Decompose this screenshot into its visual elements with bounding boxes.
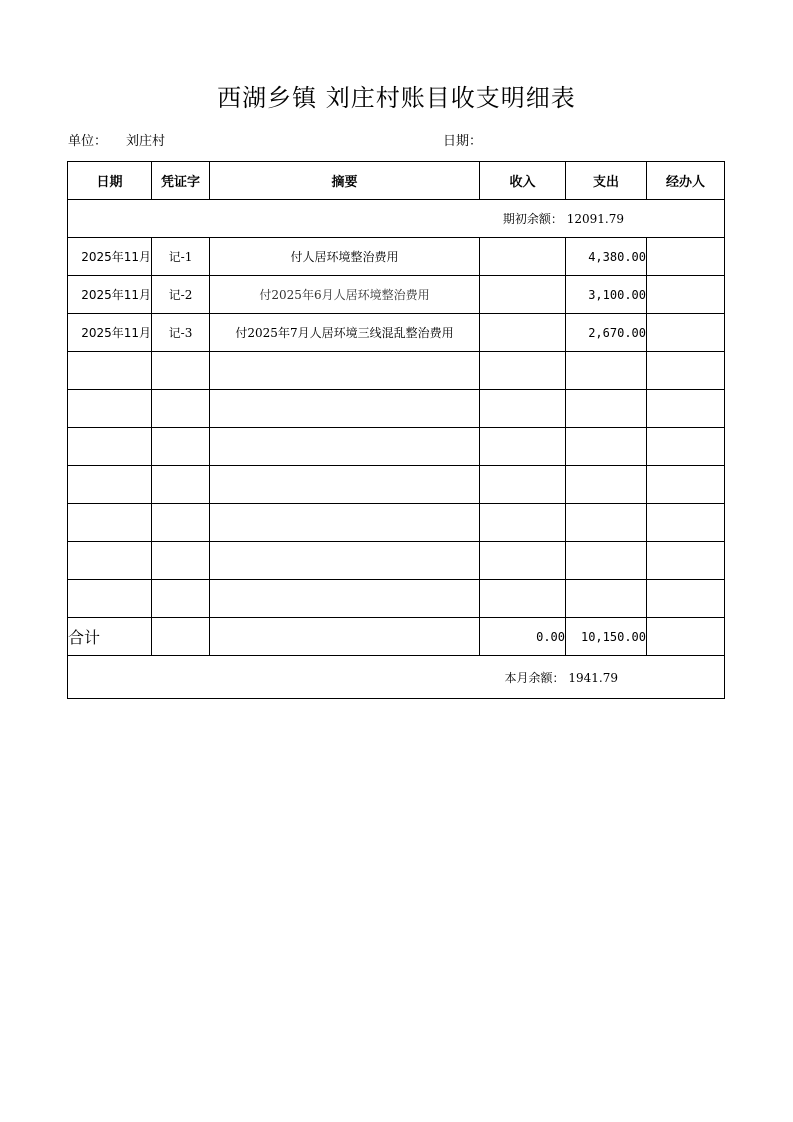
total-empty-cell [152, 618, 210, 656]
date-label: 日期： [443, 134, 483, 149]
total-label: 合计 [68, 618, 152, 656]
cell-date: 2025年11月 [68, 238, 152, 276]
cell-handler [647, 238, 725, 276]
cell-summary [210, 428, 480, 466]
cell-handler [647, 352, 725, 390]
table-row [68, 428, 725, 466]
cell-handler [647, 542, 725, 580]
table-row [68, 276, 725, 314]
cell-handler [647, 580, 725, 618]
cell-income [480, 314, 566, 352]
cell-expense: 3,100.00 [566, 276, 647, 314]
cell-date [68, 390, 152, 428]
cell-summary: 付人居环境整治费用 [210, 238, 480, 276]
cell-voucher: 记-3 [152, 314, 210, 352]
total-expense: 10,150.00 [566, 618, 647, 656]
cell-expense [566, 580, 647, 618]
cell-voucher [152, 352, 210, 390]
table-row [68, 504, 725, 542]
cell-handler [647, 314, 725, 352]
column-header-summary: 摘要 [210, 162, 480, 200]
cell-income [480, 352, 566, 390]
table-row [68, 580, 725, 618]
table-row [68, 466, 725, 504]
cell-summary [210, 390, 480, 428]
cell-summary: 付2025年7月人居环境三线混乱整治费用 [210, 314, 480, 352]
opening-balance: 期初余额： 12091.79 [68, 200, 725, 238]
column-header-date: 日期 [68, 162, 152, 200]
cell-summary [210, 504, 480, 542]
cell-expense [566, 504, 647, 542]
cell-handler [647, 276, 725, 314]
cell-date [68, 542, 152, 580]
table-row [68, 352, 725, 390]
cell-voucher: 记-1 [152, 238, 210, 276]
total-empty-cell [647, 618, 725, 656]
cell-handler [647, 504, 725, 542]
header-row [68, 162, 725, 200]
cell-date: 2025年11月 [68, 276, 152, 314]
page-title: 西湖乡镇 刘庄村账目收支明细表 [217, 84, 576, 112]
cell-date: 2025年11月 [68, 314, 152, 352]
cell-summary: 付2025年6月人居环境整治费用 [210, 276, 480, 314]
cell-income [480, 276, 566, 314]
cell-voucher [152, 428, 210, 466]
cell-income [480, 542, 566, 580]
cell-summary [210, 580, 480, 618]
cell-expense [566, 542, 647, 580]
cell-voucher [152, 466, 210, 504]
ledger-table [67, 161, 725, 699]
closing-balance: 本月余额： 1941.79 [68, 656, 725, 699]
cell-date [68, 428, 152, 466]
cell-date [68, 466, 152, 504]
cell-date [68, 352, 152, 390]
cell-summary [210, 466, 480, 504]
total-empty-cell [210, 618, 480, 656]
cell-date [68, 580, 152, 618]
cell-voucher: 记-2 [152, 276, 210, 314]
cell-voucher [152, 504, 210, 542]
cell-voucher [152, 390, 210, 428]
cell-summary [210, 542, 480, 580]
cell-income [480, 390, 566, 428]
cell-income [480, 466, 566, 504]
column-header-income: 收入 [480, 162, 566, 200]
total-row [68, 618, 725, 656]
cell-summary [210, 352, 480, 390]
column-header-handler: 经办人 [647, 162, 725, 200]
cell-expense: 2,670.00 [566, 314, 647, 352]
cell-expense [566, 428, 647, 466]
unit-value: 刘庄村 [126, 134, 166, 149]
table-row [68, 390, 725, 428]
cell-date [68, 504, 152, 542]
cell-income [480, 580, 566, 618]
cell-handler [647, 390, 725, 428]
column-header-voucher: 凭证字 [152, 162, 210, 200]
cell-expense: 4,380.00 [566, 238, 647, 276]
column-header-expense: 支出 [566, 162, 647, 200]
cell-income [480, 238, 566, 276]
cell-handler [647, 466, 725, 504]
table-row [68, 542, 725, 580]
cell-voucher [152, 542, 210, 580]
table-row [68, 238, 725, 276]
total-income: 0.00 [480, 618, 566, 656]
cell-income [480, 504, 566, 542]
cell-handler [647, 428, 725, 466]
unit-label: 单位： [68, 134, 108, 149]
cell-income [480, 428, 566, 466]
cell-voucher [152, 580, 210, 618]
table-row [68, 314, 725, 352]
cell-expense [566, 352, 647, 390]
closing-balance-row [68, 656, 725, 699]
opening-balance-row [68, 200, 725, 238]
cell-expense [566, 390, 647, 428]
cell-expense [566, 466, 647, 504]
